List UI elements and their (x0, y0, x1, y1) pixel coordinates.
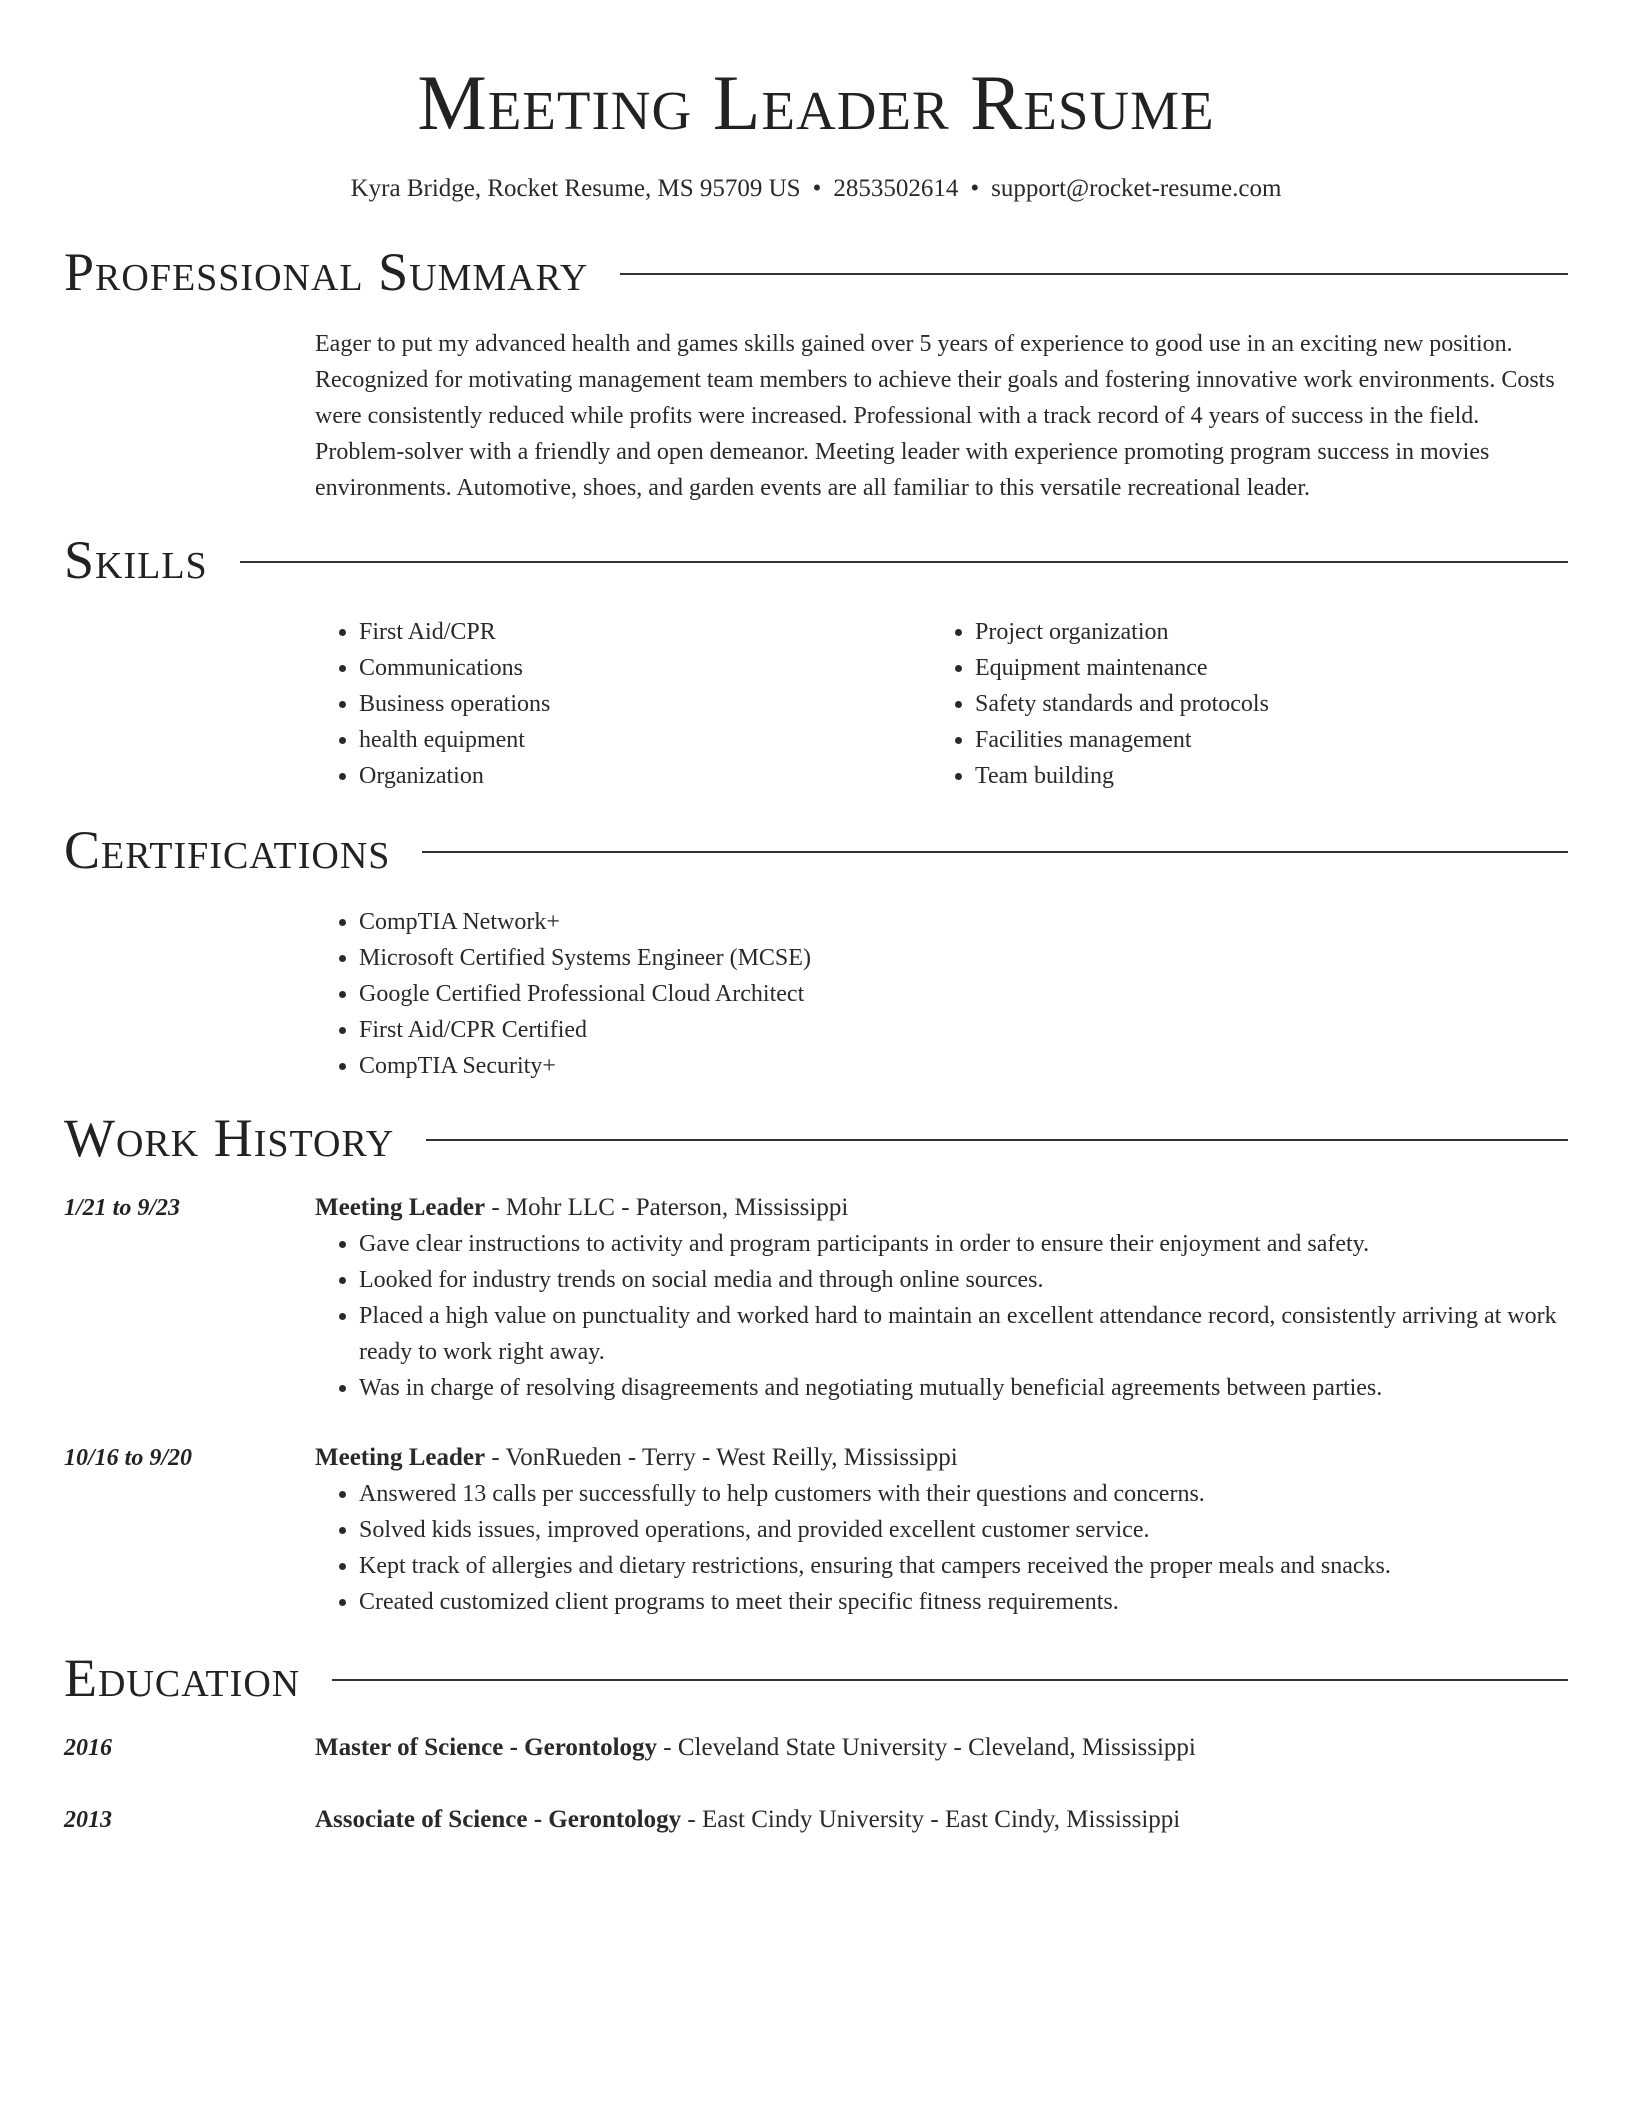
section-title-skills: Skills (64, 530, 208, 590)
education-heading (315, 1802, 1568, 1838)
job-employer: - VonRueden - Terry - West Reilly, Mississippi (485, 1444, 958, 1471)
section-title-education: Education (64, 1648, 301, 1708)
skill-item: • Facilities management (975, 722, 1547, 758)
job-bullet: • Gave clear instructions to activity and program participants in order to ensure their enjoyment and safety. (359, 1226, 1568, 1262)
job-dates: 10/16 to 9/20 (64, 1445, 193, 1471)
skill-item: • Project organization (975, 614, 1547, 650)
resume-title: Meeting Leader Resume (417, 59, 1215, 146)
job-dates: 1/21 to 9/23 (64, 1195, 181, 1221)
section-header (64, 818, 1568, 882)
education-degree: Master of Science - Gerontology (315, 1734, 658, 1761)
contact-separator: • (812, 175, 822, 202)
certification-item: • First Aid/CPR Certified (359, 1012, 1568, 1048)
section-header (64, 240, 1568, 304)
skill-item: • Business operations (359, 686, 931, 722)
job-heading (315, 1440, 1568, 1476)
section-title-summary: Professional Summary (64, 242, 589, 302)
education-heading (315, 1730, 1568, 1766)
skill-item: • health equipment (359, 722, 931, 758)
job-entry (64, 1440, 1568, 1620)
summary-section (64, 240, 1568, 506)
skill-item: • Organization (359, 758, 931, 794)
job-bullets (315, 1226, 1568, 1406)
skill-item: • Team building (975, 758, 1547, 794)
certification-item: • CompTIA Network+ (359, 904, 1568, 940)
job-heading (315, 1190, 1568, 1226)
section-divider (620, 273, 1568, 275)
skills-column-left (315, 614, 931, 794)
skills-column-right (931, 614, 1547, 794)
education-degree: Associate of Science - Gerontology (315, 1806, 682, 1833)
contact-line (64, 172, 1568, 206)
skill-item: • Equipment maintenance (975, 650, 1547, 686)
education-school: - East Cindy University - East Cindy, Mississippi (681, 1806, 1181, 1833)
skill-item: • Safety standards and protocols (975, 686, 1547, 722)
job-details (315, 1190, 1568, 1406)
contact-email: support@rocket-resume.com (991, 175, 1282, 202)
skills-section (64, 528, 1568, 794)
job-bullet: • Was in charge of resolving disagreements and negotiating mutually beneficial agreements between parties. (359, 1370, 1568, 1406)
certification-item: • Microsoft Certified Systems Engineer (MCSE) (359, 940, 1568, 976)
contact-separator: • (970, 175, 980, 202)
job-entry (64, 1190, 1568, 1406)
summary-text: Eager to put my advanced health and games skills gained over 5 years of experience to good use in an exciting new position. Recognized for motivating management team members to achieve their goals and fostering innovative work environments. Costs were consistently reduced while profits were increased. Professional with a track record of 4 years of success in the field. Problem-solver with a friendly and open demeanor. Meeting leader with experience promoting program success in movies environments. Automotive, shoes, and garden events are all familiar to this versatile recreational leader. (315, 331, 1555, 501)
job-details (315, 1440, 1568, 1620)
certification-item: • Google Certified Professional Cloud Architect (359, 976, 1568, 1012)
job-bullet: • Kept track of allergies and dietary restrictions, ensuring that campers received the proper meals and snacks. (359, 1548, 1568, 1584)
education-details (315, 1802, 1568, 1838)
job-title: Meeting Leader (315, 1194, 486, 1221)
section-header (64, 1106, 1568, 1170)
skills-list (315, 614, 1568, 794)
education-section (64, 1646, 1568, 1838)
certification-item: • CompTIA Security+ (359, 1048, 1568, 1084)
section-header (64, 1646, 1568, 1710)
section-divider (240, 561, 1568, 563)
education-entry (64, 1730, 1568, 1766)
job-bullet: • Created customized client programs to meet their specific fitness requirements. (359, 1584, 1568, 1620)
education-details (315, 1730, 1568, 1766)
education-school: - Cleveland State University - Cleveland, Mississippi (657, 1734, 1196, 1761)
section-divider (426, 1139, 1568, 1141)
section-title-certifications: Certifications (64, 820, 391, 880)
section-divider (332, 1679, 1568, 1681)
job-bullet: • Answered 13 calls per successfully to help customers with their questions and concerns. (359, 1476, 1568, 1512)
section-header (64, 528, 1568, 592)
skill-item: • First Aid/CPR (359, 614, 931, 650)
skill-item: • Communications (359, 650, 931, 686)
job-employer: - Mohr LLC - Paterson, Mississippi (485, 1194, 849, 1221)
job-bullet: • Placed a high value on punctuality and worked hard to maintain an excellent attendance record, consistently arriving at work ready to work right away. (359, 1298, 1568, 1370)
contact-address: Kyra Bridge, Rocket Resume, MS 95709 US (350, 175, 801, 202)
job-bullet: • Solved kids issues, improved operations, and provided excellent customer service. (359, 1512, 1568, 1548)
education-year: 2013 (64, 1807, 112, 1833)
job-bullets (315, 1476, 1568, 1620)
job-title: Meeting Leader (315, 1444, 486, 1471)
job-bullet: • Looked for industry trends on social media and through online sources. (359, 1262, 1568, 1298)
section-title-work-history: Work History (64, 1108, 395, 1168)
work-history-section (64, 1106, 1568, 1620)
section-divider (422, 851, 1568, 853)
education-year: 2016 (64, 1735, 112, 1761)
certifications-section (64, 818, 1568, 1084)
summary-body (315, 326, 1568, 506)
certifications-list (315, 904, 1568, 1084)
contact-phone: 2853502614 (833, 175, 959, 202)
education-entry (64, 1802, 1568, 1838)
